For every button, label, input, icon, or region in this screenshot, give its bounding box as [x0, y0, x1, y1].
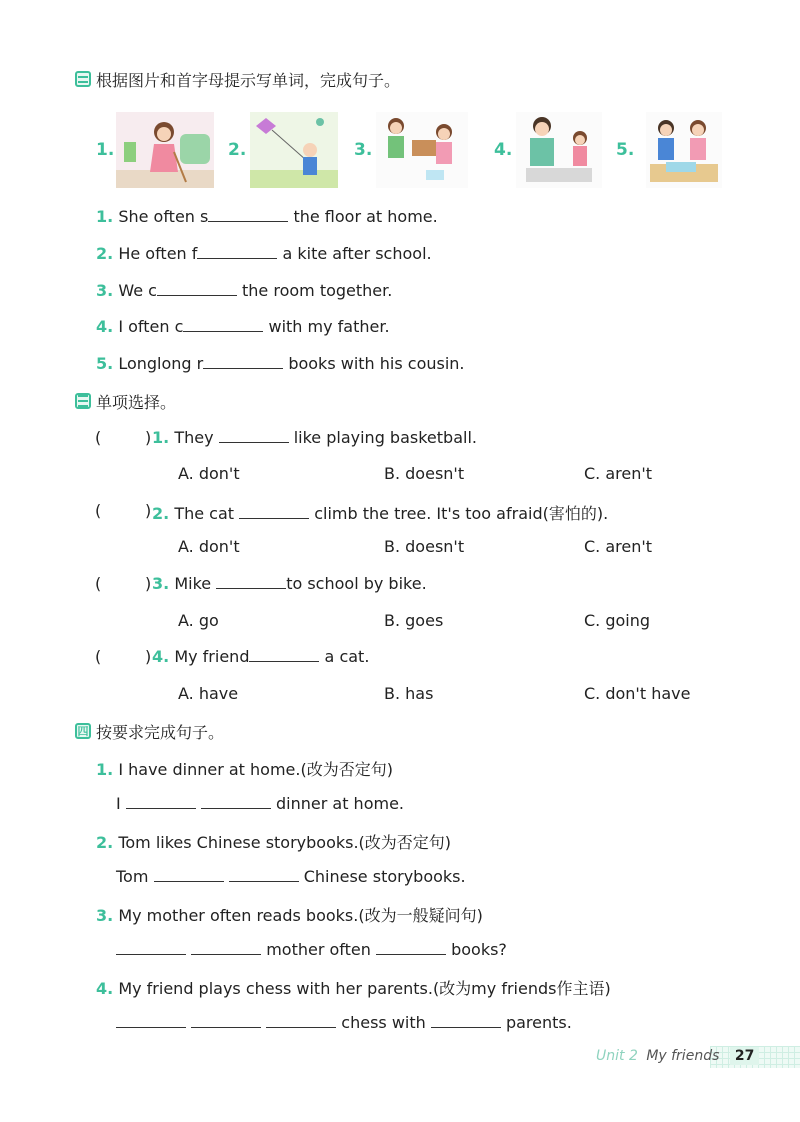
rewrite-item-1-question: 1. I have dinner at home.(改为否定句) [96, 760, 393, 779]
footer-unit: Unit 2 [596, 1048, 638, 1064]
rewrite-item-3-question: 3. My mother often reads books.(改为一般疑问句) [96, 906, 483, 925]
answer-blank[interactable] [154, 867, 224, 882]
footer-title: My friends [646, 1048, 720, 1064]
answer-blank[interactable] [191, 1013, 261, 1028]
picture-reading-books [646, 112, 722, 188]
answer-blank[interactable] [239, 504, 309, 519]
section-three-icon [75, 393, 91, 409]
answer-paren-open[interactable]: ( [95, 574, 102, 593]
fill-item-4: 4. I often c with my father. [96, 317, 390, 336]
answer-blank[interactable] [201, 794, 271, 809]
choice-item-2: 2. The cat climb the tree. It's too afraid(害怕的). [152, 504, 609, 523]
rewrite-item-1-answer: I dinner at home. [116, 794, 404, 813]
choice-2-option-b[interactable]: B. doesn't [384, 537, 465, 556]
choice-item-1: 1. They like playing basketball. [152, 428, 477, 447]
answer-blank[interactable] [208, 207, 288, 222]
answer-blank[interactable] [219, 428, 289, 443]
section-3-header [75, 390, 176, 412]
choice-1-option-c[interactable]: C. aren't [584, 464, 653, 483]
choice-4-option-c[interactable]: C. don't have [584, 684, 691, 703]
picture-cleaning-room [376, 112, 468, 188]
answer-blank[interactable] [431, 1013, 501, 1028]
choice-item-3: 3. Mike to school by bike. [152, 574, 427, 593]
answer-blank[interactable] [229, 867, 299, 882]
rewrite-item-2-question: 2. Tom likes Chinese storybooks.(改为否定句) [96, 833, 452, 852]
section-2-header [75, 68, 400, 90]
section-4-header [75, 720, 224, 742]
section-four-icon: 四 [75, 723, 91, 739]
answer-blank[interactable] [116, 940, 186, 955]
section-two-icon [75, 71, 91, 87]
rewrite-item-2-answer: Tom Chinese storybooks. [116, 867, 466, 886]
answer-blank[interactable] [216, 574, 286, 589]
picture-number-4: 4. [494, 140, 513, 160]
picture-sweeping-floor [116, 112, 214, 188]
choice-1-option-a[interactable]: A. don't [178, 464, 240, 483]
answer-paren-close: ) [145, 501, 152, 520]
answer-blank[interactable] [126, 794, 196, 809]
choice-3-option-b[interactable]: B. goes [384, 611, 444, 630]
answer-blank[interactable] [183, 317, 263, 332]
picture-number-2: 2. [228, 140, 247, 160]
rewrite-item-4-answer: chess with parents. [116, 1013, 572, 1032]
answer-blank[interactable] [203, 354, 283, 369]
picture-flying-kite [250, 112, 338, 188]
choice-2-option-c[interactable]: C. aren't [584, 537, 653, 556]
answer-blank[interactable] [249, 647, 319, 662]
answer-paren-open[interactable]: ( [95, 428, 102, 447]
fill-item-1: 1. She often s the floor at home. [96, 207, 438, 226]
picture-number-5: 5. [616, 140, 635, 160]
answer-blank[interactable] [191, 940, 261, 955]
answer-paren-close: ) [145, 647, 152, 666]
fill-item-2: 2. He often f a kite after school. [96, 244, 432, 263]
rewrite-item-3-answer: mother often books? [116, 940, 507, 959]
choice-2-option-a[interactable]: A. don't [178, 537, 240, 556]
answer-blank[interactable] [116, 1013, 186, 1028]
answer-blank[interactable] [266, 1013, 336, 1028]
section-3-title: 单项选择。 [96, 392, 177, 412]
choice-4-option-a[interactable]: A. have [178, 684, 239, 703]
rewrite-item-4-question: 4. My friend plays chess with her parents.(改为my friends作主语) [96, 979, 611, 998]
section-2-title: 根据图片和首字母提示写单词，完成句子。 [96, 70, 401, 90]
fill-item-3: 3. We c the room together. [96, 281, 393, 300]
answer-paren-close: ) [145, 428, 152, 447]
picture-number-1: 1. [96, 140, 115, 160]
choice-1-option-b[interactable]: B. doesn't [384, 464, 465, 483]
picture-number-3: 3. [354, 140, 373, 160]
answer-paren-open[interactable]: ( [95, 647, 102, 666]
answer-paren-close: ) [145, 574, 152, 593]
picture-cooking [516, 112, 602, 188]
answer-paren-open[interactable]: ( [95, 501, 102, 520]
answer-blank[interactable] [197, 244, 277, 259]
choice-item-4: 4. My friend a cat. [152, 647, 370, 666]
page-number: 27 [730, 1047, 759, 1065]
choice-3-option-a[interactable]: A. go [178, 611, 219, 630]
fill-item-5: 5. Longlong r books with his cousin. [96, 354, 465, 373]
choice-4-option-b[interactable]: B. has [384, 684, 434, 703]
page-footer [596, 1047, 759, 1065]
section-4-title: 按要求完成句子。 [96, 722, 225, 742]
choice-3-option-c[interactable]: C. going [584, 611, 651, 630]
answer-blank[interactable] [376, 940, 446, 955]
answer-blank[interactable] [157, 281, 237, 296]
